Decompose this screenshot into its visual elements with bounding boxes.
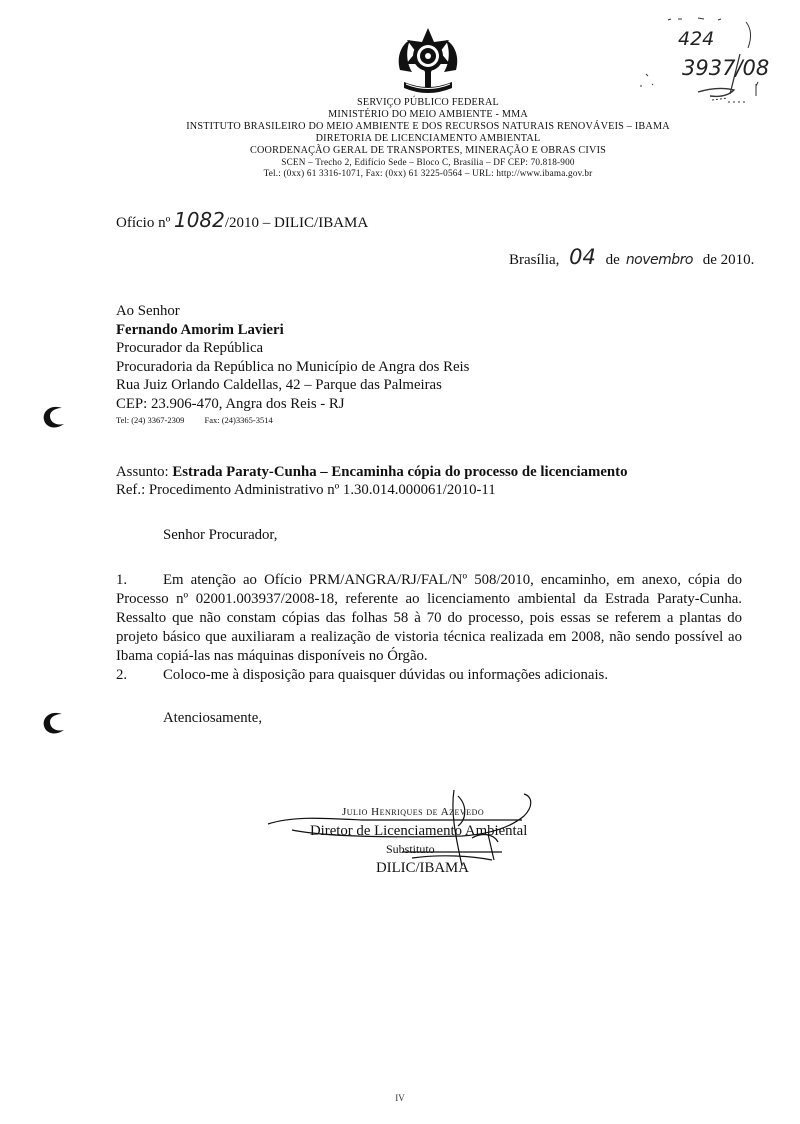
page-footer-mark: IV bbox=[395, 1093, 405, 1103]
letterhead-line-ministry: MINISTÉRIO DO MEIO AMBIENTE - MMA bbox=[328, 108, 528, 120]
recipient-salutation: Ao Senhor bbox=[116, 303, 180, 319]
letterhead-line-service: SERVIÇO PÚBLICO FEDERAL bbox=[357, 97, 499, 108]
binder-hole-mark-icon bbox=[40, 710, 66, 736]
paragraph-2-text: Coloco-me à disposição para quaisquer dúvidas ou informações adicionais. bbox=[163, 667, 609, 683]
date-city: Brasília, bbox=[509, 252, 560, 268]
subject-label: Assunto: bbox=[116, 464, 169, 480]
recipient-name: Fernando Amorim Lavieri bbox=[116, 321, 284, 338]
letterhead-line-address: SCEN – Trecho 2, Edifício Sede – Bloco C, Brasília – DF CEP: 70.818-900 bbox=[281, 156, 575, 167]
greeting: Senhor Procurador, bbox=[163, 527, 278, 543]
recipient-fax: Fax: (24)3365-3514 bbox=[204, 414, 273, 425]
letterhead bbox=[0, 97, 800, 180]
closing: Atenciosamente, bbox=[163, 710, 263, 726]
paragraph-1-text: Em atenção ao Ofício PRM/ANGRA/RJ/FAL/Nº 508/2010, encaminho, em anexo, cópia do Processo nº 02001.003937/2008-18, referente ao licenciamento ambiental da Estrada Paraty-Cunha. Ressalto que não constam cópias das folhas 58 à 70 do processo, pois essas se referem a plantas do projeto básico que auxiliaram a realização de vistoria técnica realizada em 2008, não sendo possível ao Ibama copiá-las nas máquinas disponíveis no Órgão. bbox=[116, 572, 742, 664]
subject-reference: Ref.: Procedimento Administrativo nº 1.30.014.000061/2010-11 bbox=[116, 482, 496, 498]
signature-block bbox=[262, 776, 562, 886]
recipient-phones bbox=[116, 414, 469, 426]
recipient-street: Rua Juiz Orlando Caldellas, 42 – Parque das Palmeiras bbox=[116, 377, 442, 394]
signatory-name: Julio Henriques de Azevedo bbox=[342, 806, 485, 818]
brazil-coat-of-arms-icon bbox=[392, 26, 464, 100]
recipient-office: Procuradoria da República no Município de Angra dos Reis bbox=[116, 358, 470, 375]
recipient-title: Procurador da República bbox=[116, 340, 264, 357]
binder-hole-mark-icon bbox=[40, 404, 66, 430]
stamp-sheet-number: 424 bbox=[678, 28, 715, 50]
letterhead-line-contacts: Tel.: (0xx) 61 3316-1071, Fax: (0xx) 61 3225-0564 – URL: http://www.ibama.gov.br bbox=[263, 168, 593, 179]
stamp-process-number: 3937/08 bbox=[682, 56, 770, 80]
paragraph-2-number: 2. bbox=[116, 667, 128, 683]
subject-text: Estrada Paraty-Cunha – Encaminha cópia do processo de licenciamento bbox=[172, 464, 628, 480]
date-day: 04 bbox=[569, 245, 596, 269]
letterhead-line-institute: INSTITUTO BRASILEIRO DO MEIO AMBIENTE E DOS RECURSOS NATURAIS RENOVÁVEIS – IBAMA bbox=[186, 120, 670, 132]
subject-block bbox=[116, 463, 627, 499]
paragraph-1-number: 1. bbox=[116, 572, 128, 588]
recipient-cep: CEP: 23.906-470, Angra dos Reis - RJ bbox=[116, 395, 345, 412]
letterhead-line-directorate: DIRETORIA DE LICENCIAMENTO AMBIENTAL bbox=[315, 132, 541, 144]
protocol-stamp bbox=[628, 14, 778, 110]
signatory-organization: DILIC/IBAMA bbox=[376, 860, 469, 876]
paragraph-2 bbox=[116, 666, 742, 685]
recipient-address bbox=[116, 302, 469, 426]
paragraph-1 bbox=[116, 571, 742, 666]
date-year: de 2010. bbox=[702, 252, 755, 268]
letter-date bbox=[509, 245, 754, 269]
letterhead-line-coordination: COORDENAÇÃO GERAL DE TRANSPORTES, MINERAÇÃO E OBRAS CIVIS bbox=[249, 144, 607, 156]
oficio-reference bbox=[116, 208, 368, 232]
signatory-title: Diretor de Licenciamento Ambiental bbox=[310, 823, 528, 839]
oficio-prefix: Ofício nº bbox=[116, 215, 171, 231]
date-month: novembro bbox=[625, 252, 693, 268]
letter-body bbox=[116, 571, 742, 685]
oficio-handwritten-number: 1082 bbox=[173, 208, 225, 232]
date-de-1: de bbox=[605, 252, 620, 268]
recipient-tel: Tel: (24) 3367-2309 bbox=[116, 414, 185, 425]
oficio-suffix: /2010 – DILIC/IBAMA bbox=[224, 215, 369, 231]
signatory-substitute: Substituto bbox=[386, 842, 435, 856]
